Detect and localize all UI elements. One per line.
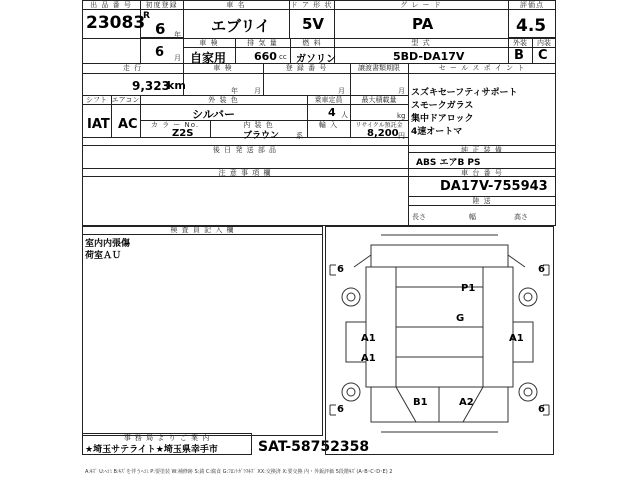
year-unit: 年	[174, 31, 181, 39]
damage-mark-a2: A2	[459, 397, 474, 408]
load-unit: kg	[397, 112, 406, 120]
label-import: 輸 入	[318, 121, 339, 129]
first-reg-month: 6	[155, 45, 165, 60]
score: 4.5	[516, 16, 547, 36]
car-name: エブリイ	[211, 17, 270, 35]
label-color: 外 装 色	[208, 96, 239, 104]
interior-suffix: 系	[296, 132, 303, 140]
label-car-name: 車 名	[226, 1, 246, 9]
month-unit: 月	[174, 54, 181, 62]
capacity-unit: 人	[341, 111, 348, 119]
damage-mark-b1: B1	[413, 397, 428, 408]
inspector-note-1: 室内内張傷	[85, 239, 131, 249]
label-model-type: 型 式	[411, 39, 431, 47]
fuel: ガソリン	[296, 54, 336, 65]
inspector-note-2: 荷室ＡＵ	[85, 251, 122, 261]
grade: PA	[412, 15, 434, 33]
label-inspector: 検 査 員 記 入 欄	[170, 226, 235, 234]
office-text: ★埼玉サテライト★埼玉県幸手市	[85, 445, 218, 455]
label-chassis: 車 台 番 号	[461, 169, 503, 177]
mileage-unit: km	[167, 79, 186, 92]
car-diagram	[325, 226, 554, 455]
shift-type: IAT	[87, 117, 110, 132]
model-type: 5BD-DA17V	[393, 50, 465, 63]
recycle-unit: 円	[398, 132, 405, 140]
label-ext: 外装	[513, 39, 527, 47]
lot-number: 23083	[86, 13, 146, 33]
label-fuel: 燃 料	[302, 39, 322, 47]
tire-mark-rr: 6	[538, 404, 545, 415]
interior-color: ブラウン	[243, 131, 280, 141]
damage-mark-a1-right: A1	[509, 333, 524, 344]
label-grade: グ レ ー ド	[400, 1, 442, 9]
tire-mark-fr: 6	[538, 264, 545, 275]
ext-grade: B	[514, 48, 524, 63]
label-capacity: 乗車定員	[314, 96, 343, 104]
label-standard: 純 正 装 備	[461, 146, 503, 154]
tire-mark-rl: 6	[337, 404, 344, 415]
reg-month-unit: 月	[338, 87, 345, 95]
damage-mark-a1-left: A1	[361, 333, 376, 344]
damage-mark-g: G	[456, 313, 465, 324]
label-lot-no: 出 品 番 号	[90, 1, 132, 9]
damage-mark-p1: P1	[461, 283, 476, 294]
length-label: 長さ	[412, 213, 426, 221]
sales-point-1: スズキセーフティサポート	[411, 88, 518, 98]
inspection-month-unit: 月	[254, 87, 261, 95]
label-office: 事 務 局 よ り ご 案 内	[123, 434, 211, 442]
door-type: 5V	[302, 15, 325, 33]
damage-mark-a1-left-lower: A1	[361, 353, 376, 364]
width-label: 幅	[469, 213, 476, 221]
transfer-month-unit: 月	[398, 87, 405, 95]
first-reg-year: 6	[155, 20, 166, 38]
color-number: Z2S	[172, 128, 194, 139]
sales-point-4: 4速オートマ	[411, 127, 463, 137]
label-size: 陸 送	[472, 197, 492, 205]
recycle-fee: 8,200	[367, 128, 399, 139]
height-label: 高さ	[514, 213, 528, 221]
label-transfer: 譲渡書類期限	[358, 64, 400, 72]
tire-mark-fl: 6	[337, 264, 344, 275]
inspection-year-unit: 年	[231, 87, 238, 95]
label-aircon: エアコン	[111, 96, 140, 104]
aircon: AC	[118, 117, 138, 132]
label-displacement: 排 気 量	[247, 39, 278, 47]
int-grade: C	[538, 48, 548, 63]
label-mileage: 走 行	[122, 64, 143, 72]
usage: 自家用	[190, 51, 227, 65]
label-recycle: リサイクル預託金	[355, 122, 403, 129]
displacement: 660	[254, 50, 277, 63]
label-reg-number: 登 録 番 号	[285, 64, 328, 72]
label-color-no: カ ラ ー No.	[150, 121, 200, 129]
chassis-number: DA17V-755943	[440, 179, 548, 194]
label-sales-point: セ ー ル ス ポ イ ン ト	[438, 64, 526, 72]
label-door: ド ア 形 状	[290, 1, 333, 9]
mileage: 9,323	[132, 79, 170, 93]
sat-code: SAT-58752358	[258, 439, 370, 455]
label-interior-color: 内 装 色	[243, 121, 274, 129]
label-int: 内装	[537, 39, 551, 47]
label-notes: 注 意 事 項 欄	[218, 169, 272, 177]
label-first-reg: 初度登録	[145, 1, 178, 9]
label-score: 評価点	[520, 1, 544, 9]
label-inspection-exp: 車 検	[213, 64, 233, 72]
sales-point-3: 集中ドアロック	[411, 114, 474, 124]
legend-text: A:ｷｽﾞ U:ﾍｺﾐ B:ｷｽﾞを伴うﾍｺﾐ P:要塗装 W:補修跡 S:錆 C:腐食 G:ﾌﾛﾝﾄｶﾞﾗｽｷｽﾞ XX:交換済 X:要交換 内・外鈑評価 5段階ｷｽﾞ(A･B･C･D･E) 2	[85, 469, 393, 475]
label-inspection: 車 検	[199, 39, 219, 47]
era-mark: R	[143, 11, 150, 21]
label-rear-parts: 後 日 発 送 部 品	[212, 146, 278, 154]
displacement-unit: cc	[279, 53, 287, 61]
standard-equipment: ABS エアB PS	[416, 158, 481, 168]
label-max-load: 最大積載量	[361, 96, 397, 104]
sales-point-2: スモークガラス	[411, 101, 474, 111]
label-shift: シフト	[86, 96, 107, 104]
body-color: シルバー	[192, 108, 235, 121]
capacity: 4	[328, 106, 336, 119]
